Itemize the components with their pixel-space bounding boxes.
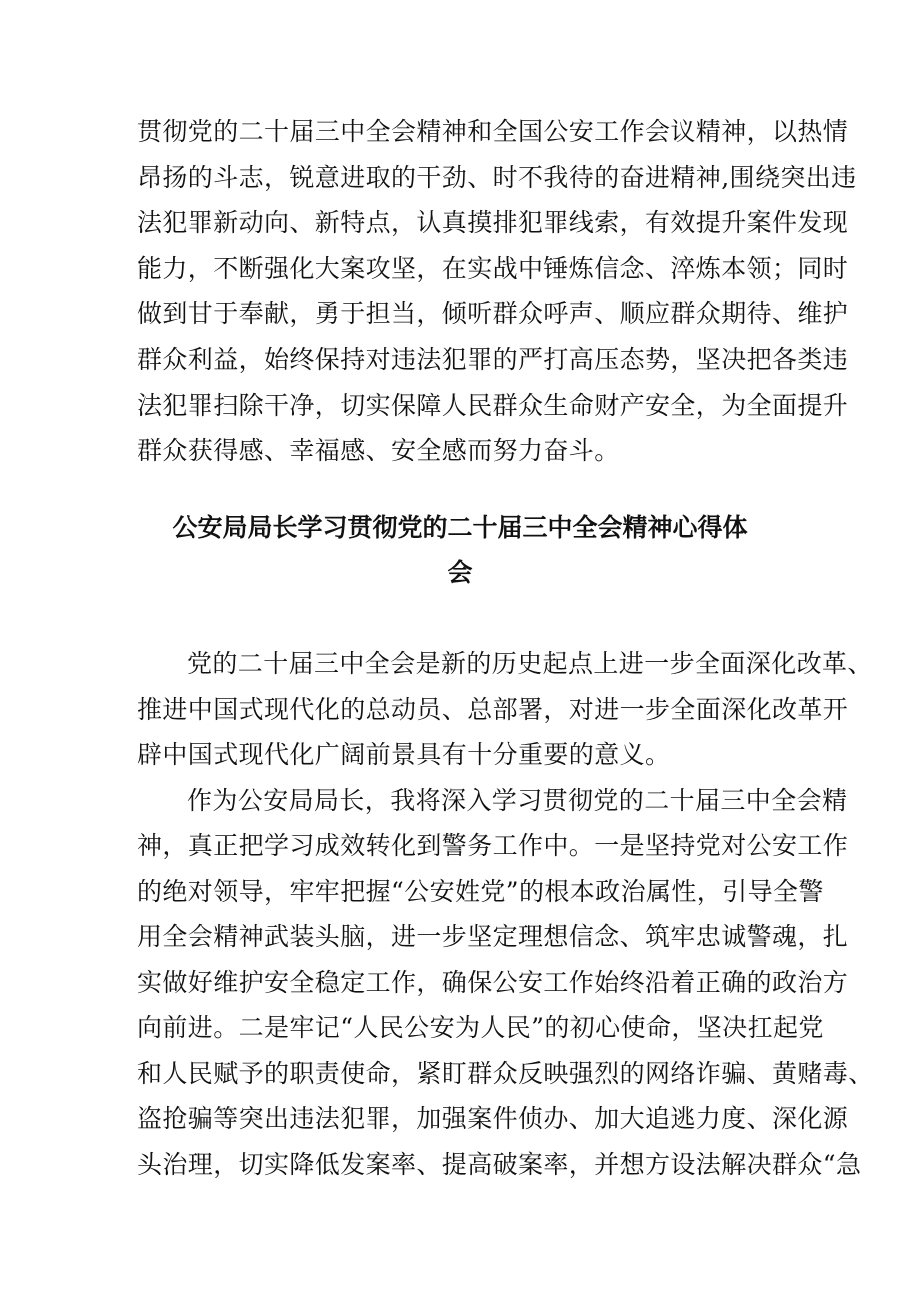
paragraph-line: 党的二十届三中全会是新的历史起点上进一步全面深化改革、: [187, 649, 873, 678]
section-title-line: 公安局局长学习贯彻党的二十届三中全会精神心得体: [172, 513, 748, 542]
section-title-line: 会: [447, 558, 473, 587]
paragraph-line: 和人民赋予的职责使命，紧盯群众反映强烈的网络诈骗、黄赌毒、: [137, 1059, 874, 1088]
paragraph-line: 的绝对领导，牢牢把握“公安姓党”的根本政治属性，引导全警: [137, 877, 824, 906]
paragraph-line: 辟中国式现代化广阔前景具有十分重要的意义。: [137, 740, 671, 769]
paragraph-line: 能力，不断强化大案攻坚，在实战中锤炼信念、淬炼本领；同时: [137, 254, 849, 283]
paragraph-line: 推进中国式现代化的总动员、总部署，对进一步全面深化改革开: [137, 695, 849, 724]
paragraph-line: 作为公安局局长，我将深入学习贯彻党的二十届三中全会精: [187, 786, 848, 815]
paragraph-line: 神，真正把学习成效转化到警务工作中。一是坚持党对公安工作: [137, 831, 849, 860]
paragraph-line: 贯彻党的二十届三中全会精神和全国公安工作会议精神，以热情: [137, 117, 849, 146]
paragraph-line: 群众获得感、幸福感、安全感而努力奋斗。: [137, 436, 620, 465]
paragraph-line: 昂扬的斗志，锐意进取的干劲、时不我待的奋进精神,围绕突出违: [137, 163, 857, 192]
paragraph-line: 盗抢骗等突出违法犯罪，加强案件侦办、加大追逃力度、深化源: [137, 1104, 849, 1133]
paragraph-line: 向前进。二是牢记“人民公安为人民”的初心使命，坚决扛起党: [137, 1013, 824, 1042]
paragraph-line: 法犯罪新动向、新特点，认真摸排犯罪线索，有效提升案件发现: [137, 208, 849, 237]
paragraph-line: 头治理，切实降低发案率、提高破案率，并想方设法解决群众“急: [137, 1150, 862, 1179]
paragraph-line: 用全会精神武装头脑，进一步坚定理想信念、筑牢忠诚警魂，扎: [137, 922, 849, 951]
paragraph-line: 群众利益，始终保持对违法犯罪的严打高压态势，坚决把各类违: [137, 345, 849, 374]
paragraph-line: 法犯罪扫除干净，切实保障人民群众生命财产安全，为全面提升: [137, 391, 849, 420]
paragraph-line: 做到甘于奉献，勇于担当，倾听群众呼声、顺应群众期待、维护: [137, 299, 849, 328]
paragraph-line: 实做好维护安全稳定工作，确保公安工作始终沿着正确的政治方: [137, 968, 849, 997]
